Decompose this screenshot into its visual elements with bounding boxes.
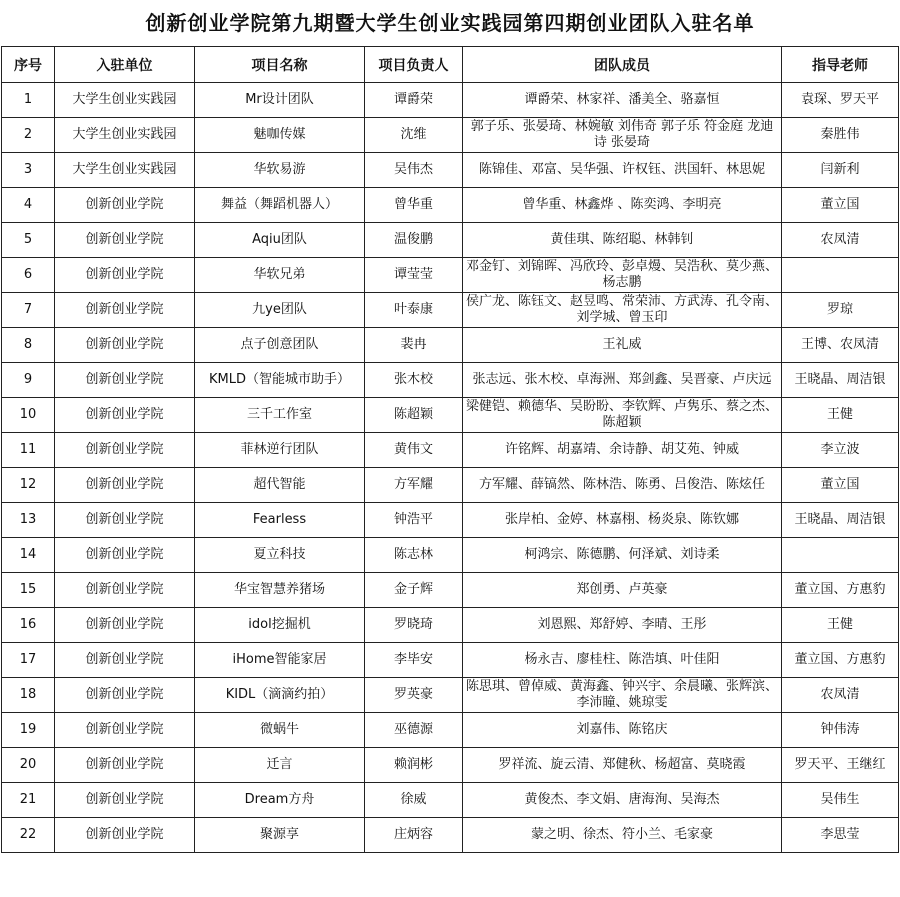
row-unit: 创新创业学院 xyxy=(55,678,195,713)
row-project-name: 聚源享 xyxy=(195,818,365,853)
row-index: 14 xyxy=(2,538,55,573)
row-project-name: 夏立科技 xyxy=(195,538,365,573)
row-index: 18 xyxy=(2,678,55,713)
row-project-name: idol挖掘机 xyxy=(195,608,365,643)
row-project-leader: 巫德源 xyxy=(365,713,463,748)
row-team-members: 张岸柏、金婷、林嘉栩、杨炎泉、陈钦娜 xyxy=(463,503,782,538)
row-unit: 创新创业学院 xyxy=(55,468,195,503)
table-row xyxy=(2,748,899,783)
row-project-leader: 方军耀 xyxy=(365,468,463,503)
row-team-members: 方军耀、薛镐然、陈林浩、陈勇、吕俊浩、陈炫任 xyxy=(463,468,782,503)
row-unit: 创新创业学院 xyxy=(55,363,195,398)
table-row xyxy=(2,258,899,293)
table-row xyxy=(2,188,899,223)
row-unit: 创新创业学院 xyxy=(55,223,195,258)
row-project-name: Aqiu团队 xyxy=(195,223,365,258)
table-row xyxy=(2,573,899,608)
row-unit: 创新创业学院 xyxy=(55,293,195,328)
row-advisor: 王博、农凤清 xyxy=(782,328,899,363)
row-project-name: 菲林逆行团队 xyxy=(195,433,365,468)
row-project-name: 三千工作室 xyxy=(195,398,365,433)
table-row xyxy=(2,783,899,818)
table-row xyxy=(2,503,899,538)
row-project-leader: 罗英豪 xyxy=(365,678,463,713)
row-team-members: 谭爵荣、林家祥、潘美全、骆嘉恒 xyxy=(463,83,782,118)
row-unit: 创新创业学院 xyxy=(55,573,195,608)
row-unit: 创新创业学院 xyxy=(55,783,195,818)
row-project-name: 华软易游 xyxy=(195,153,365,188)
table-header-row xyxy=(2,47,899,83)
row-team-members: 杨永吉、廖桂柱、陈浩填、叶佳阳 xyxy=(463,643,782,678)
row-index: 1 xyxy=(2,83,55,118)
row-team-members: 郭子乐、张晏琦、林婉敏 刘伟奇 郭子乐 符金庭 龙迪诗 张晏琦 xyxy=(463,118,782,153)
table-row xyxy=(2,363,899,398)
row-project-leader: 曾华重 xyxy=(365,188,463,223)
table-row xyxy=(2,538,899,573)
row-team-members: 许铭辉、胡嘉靖、余诗静、胡艾苑、钟威 xyxy=(463,433,782,468)
team-roster-table xyxy=(1,46,899,853)
row-unit: 创新创业学院 xyxy=(55,433,195,468)
row-team-members: 柯鸿宗、陈德鹏、何泽斌、刘诗柔 xyxy=(463,538,782,573)
row-index: 7 xyxy=(2,293,55,328)
row-advisor: 罗琼 xyxy=(782,293,899,328)
row-index: 12 xyxy=(2,468,55,503)
row-project-leader: 黄伟文 xyxy=(365,433,463,468)
header-unit: 入驻单位 xyxy=(55,47,195,83)
row-unit: 创新创业学院 xyxy=(55,258,195,293)
row-index: 20 xyxy=(2,748,55,783)
header-index: 序号 xyxy=(2,47,55,83)
row-advisor: 农凤清 xyxy=(782,678,899,713)
row-project-leader: 罗晓琦 xyxy=(365,608,463,643)
row-unit: 创新创业学院 xyxy=(55,188,195,223)
table-row xyxy=(2,328,899,363)
table-row xyxy=(2,643,899,678)
row-team-members: 梁健铠、赖德华、吴盼盼、李钦辉、卢隽乐、蔡之杰、陈超颖 xyxy=(463,398,782,433)
row-unit: 大学生创业实践园 xyxy=(55,118,195,153)
row-unit: 创新创业学院 xyxy=(55,818,195,853)
row-project-leader: 金子辉 xyxy=(365,573,463,608)
row-project-name: Dream方舟 xyxy=(195,783,365,818)
table-row xyxy=(2,433,899,468)
row-advisor: 王健 xyxy=(782,398,899,433)
row-unit: 创新创业学院 xyxy=(55,328,195,363)
row-advisor: 李思莹 xyxy=(782,818,899,853)
row-project-leader: 裴冉 xyxy=(365,328,463,363)
header-advisor: 指导老师 xyxy=(782,47,899,83)
row-advisor: 秦胜伟 xyxy=(782,118,899,153)
table-row xyxy=(2,153,899,188)
row-advisor: 董立国 xyxy=(782,188,899,223)
row-advisor: 吴伟生 xyxy=(782,783,899,818)
table-row xyxy=(2,223,899,258)
row-unit: 创新创业学院 xyxy=(55,713,195,748)
row-advisor: 董立国 xyxy=(782,468,899,503)
table-row xyxy=(2,678,899,713)
row-advisor: 王晓晶、周洁银 xyxy=(782,363,899,398)
row-index: 13 xyxy=(2,503,55,538)
row-unit: 大学生创业实践园 xyxy=(55,83,195,118)
row-team-members: 陈思琪、曾倬威、黄海鑫、钟兴宇、余晨曦、张辉滨、李沛瞳、姚琼雯 xyxy=(463,678,782,713)
row-team-members: 侯广龙、陈钰文、赵昱鸣、常荣沛、方武涛、孔令南、刘学城、曾玉印 xyxy=(463,293,782,328)
row-unit: 大学生创业实践园 xyxy=(55,153,195,188)
row-unit: 创新创业学院 xyxy=(55,503,195,538)
row-project-leader: 徐威 xyxy=(365,783,463,818)
row-team-members: 曾华重、林鑫烨 、陈奕鸿、李明亮 xyxy=(463,188,782,223)
row-project-leader: 陈超颖 xyxy=(365,398,463,433)
table-row xyxy=(2,118,899,153)
row-index: 16 xyxy=(2,608,55,643)
row-project-name: KMLD（智能城市助手） xyxy=(195,363,365,398)
row-index: 8 xyxy=(2,328,55,363)
row-project-name: Mr设计团队 xyxy=(195,83,365,118)
row-index: 10 xyxy=(2,398,55,433)
row-project-name: iHome智能家居 xyxy=(195,643,365,678)
row-project-name: Fearless xyxy=(195,503,365,538)
row-team-members: 黄俊杰、李文娟、唐海洵、吴海杰 xyxy=(463,783,782,818)
row-team-members: 罗祥流、旋云清、郑健秋、杨超富、莫晓霞 xyxy=(463,748,782,783)
table-row xyxy=(2,713,899,748)
row-advisor: 钟伟涛 xyxy=(782,713,899,748)
row-index: 9 xyxy=(2,363,55,398)
table-row xyxy=(2,398,899,433)
row-index: 4 xyxy=(2,188,55,223)
row-advisor: 董立国、方惠豹 xyxy=(782,643,899,678)
table-row xyxy=(2,83,899,118)
row-project-leader: 谭莹莹 xyxy=(365,258,463,293)
row-team-members: 邓金钉、刘锦晖、冯欣玲、彭卓熳、吴浩秋、莫少燕、杨志鹏 xyxy=(463,258,782,293)
row-advisor: 闫新利 xyxy=(782,153,899,188)
row-advisor: 董立国、方惠豹 xyxy=(782,573,899,608)
row-project-name: 舞益（舞蹈机器人） xyxy=(195,188,365,223)
row-project-leader: 李毕安 xyxy=(365,643,463,678)
row-index: 3 xyxy=(2,153,55,188)
row-unit: 创新创业学院 xyxy=(55,538,195,573)
row-team-members: 张志远、张木校、卓海洲、郑剑鑫、吴晋豪、卢庆远 xyxy=(463,363,782,398)
row-project-name: 迁言 xyxy=(195,748,365,783)
row-project-name: 华宝智慧养猪场 xyxy=(195,573,365,608)
row-index: 2 xyxy=(2,118,55,153)
row-project-leader: 张木校 xyxy=(365,363,463,398)
row-team-members: 郑创勇、卢英豪 xyxy=(463,573,782,608)
row-project-leader: 吴伟杰 xyxy=(365,153,463,188)
row-unit: 创新创业学院 xyxy=(55,398,195,433)
row-team-members: 陈锦佳、邓富、吴华强、许权钰、洪国轩、林思妮 xyxy=(463,153,782,188)
row-advisor xyxy=(782,258,899,293)
row-index: 22 xyxy=(2,818,55,853)
row-team-members: 蒙之明、徐杰、符小兰、毛家豪 xyxy=(463,818,782,853)
row-unit: 创新创业学院 xyxy=(55,748,195,783)
row-advisor: 罗天平、王继红 xyxy=(782,748,899,783)
row-project-leader: 钟浩平 xyxy=(365,503,463,538)
row-index: 6 xyxy=(2,258,55,293)
row-team-members: 刘恩熙、郑舒婷、李晴、王彤 xyxy=(463,608,782,643)
table-body xyxy=(2,83,899,853)
table-row xyxy=(2,468,899,503)
row-index: 11 xyxy=(2,433,55,468)
row-project-leader: 庄炳容 xyxy=(365,818,463,853)
row-project-leader: 沈维 xyxy=(365,118,463,153)
page-title: 创新创业学院第九期暨大学生创业实践园第四期创业团队入驻名单 xyxy=(145,11,755,35)
table-row xyxy=(2,293,899,328)
row-unit: 创新创业学院 xyxy=(55,643,195,678)
row-project-leader: 赖润彬 xyxy=(365,748,463,783)
row-index: 19 xyxy=(2,713,55,748)
row-index: 21 xyxy=(2,783,55,818)
header-team-members: 团队成员 xyxy=(463,47,782,83)
row-project-name: 魅咖传媒 xyxy=(195,118,365,153)
row-index: 15 xyxy=(2,573,55,608)
row-project-name: 超代智能 xyxy=(195,468,365,503)
row-advisor: 王健 xyxy=(782,608,899,643)
row-project-name: 九ye团队 xyxy=(195,293,365,328)
row-advisor: 农凤清 xyxy=(782,223,899,258)
row-project-leader: 温俊鹏 xyxy=(365,223,463,258)
row-team-members: 王礼威 xyxy=(463,328,782,363)
row-team-members: 刘嘉伟、陈铭庆 xyxy=(463,713,782,748)
row-project-name: 华软兄弟 xyxy=(195,258,365,293)
row-advisor: 李立波 xyxy=(782,433,899,468)
row-project-leader: 谭爵荣 xyxy=(365,83,463,118)
row-index: 5 xyxy=(2,223,55,258)
row-project-name: KIDL（滴滴约拍） xyxy=(195,678,365,713)
row-advisor: 袁琛、罗天平 xyxy=(782,83,899,118)
header-project-name: 项目名称 xyxy=(195,47,365,83)
row-unit: 创新创业学院 xyxy=(55,608,195,643)
row-advisor: 王晓晶、周洁银 xyxy=(782,503,899,538)
row-project-leader: 陈志林 xyxy=(365,538,463,573)
row-project-name: 微蜗牛 xyxy=(195,713,365,748)
header-project-leader: 项目负责人 xyxy=(365,47,463,83)
row-index: 17 xyxy=(2,643,55,678)
row-advisor xyxy=(782,538,899,573)
table-row xyxy=(2,818,899,853)
table-row xyxy=(2,608,899,643)
row-project-name: 点子创意团队 xyxy=(195,328,365,363)
row-project-leader: 叶泰康 xyxy=(365,293,463,328)
row-team-members: 黄佳琪、陈绍聪、林韩钊 xyxy=(463,223,782,258)
